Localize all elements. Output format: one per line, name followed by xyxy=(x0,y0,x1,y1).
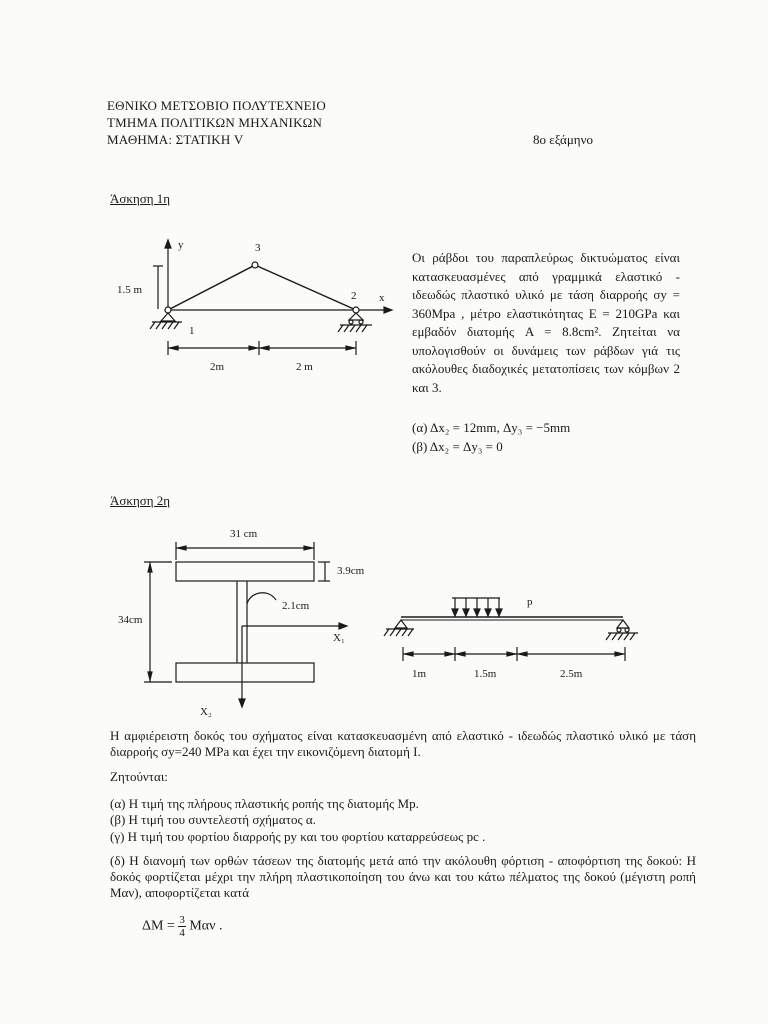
y-axis-label: y xyxy=(178,239,184,251)
ex1-modulus: E = 210GPa xyxy=(588,305,658,321)
axis-x1-label: X₁ xyxy=(333,632,345,644)
ex1-item-a: (α) Δx₂ = 12mm, Δy₃ = −5mm xyxy=(412,420,571,435)
formula-denominator: 4 xyxy=(179,927,185,939)
formula-rhs: Mαν . xyxy=(189,918,223,934)
ex2-item-c: (γ) Η τιμή του φορτίου διαρροής py και του φορτίου καταρρεύσεως pc . xyxy=(110,829,486,844)
beam-dim-2: 1.5m xyxy=(474,668,497,680)
formula-numerator: 3 xyxy=(179,914,185,926)
ex2-item-d: (δ) Η διανομή των ορθών τάσεων της διατομής μετά από την ακόλουθη φόρτιση - αποφόρτιση της δοκού: Η δοκός φορτίζεται μέχρι την πλήρη πλαστικοποίηση του άνω και του κάτω πέλματος της δοκού (μέγιστη ροπή Mαν), αποφορτίζεται κατά xyxy=(110,853,696,900)
ex1-text-p1: Οι ράβδοι του παραπλεύρως δικτυώματος είναι κατασκευασμένες από γραμμικά ελαστικό - ιδεωδώς πλαστικό υλικό με τάση διαρροής xyxy=(412,250,680,302)
truss-height-label: 1.5 m xyxy=(117,284,143,296)
span-right-label: 2 m xyxy=(296,361,313,373)
i-section-figure xyxy=(144,542,347,707)
ex2-item-a: (α) Η τιμή της πλήρους πλαστικής ροπής της διατομής Mp. xyxy=(110,796,419,811)
axis-x2-label: X₂ xyxy=(200,706,212,718)
ex1-item-b: (β) Δx₂ = Δy₃ = 0 xyxy=(412,439,503,454)
delta-m-formula xyxy=(142,914,222,939)
ex1-text-p1c: και εμβαδόν διατομής xyxy=(412,305,680,339)
x-axis-label: x xyxy=(379,292,385,304)
web-thickness-label: 2.1cm xyxy=(282,600,310,612)
exercise1-title: Άσκηση 1η xyxy=(110,191,171,206)
formula-lhs: ΔM = xyxy=(142,918,175,934)
exercise2-intro: Η αμφιέρειστη δοκός του σχήματος είναι κατασκευασμένη από ελαστικό - ιδεωδώς πλαστικό υλικό με τάση διαρροής σy=240 MPa και έχει την εικονιζόμενη διατομή Ι. xyxy=(110,728,696,759)
department-name: ΤΜΗΜΑ ΠΟΛΙΤΙΚΩΝ ΜΗΧΑΝΙΚΩΝ xyxy=(107,115,323,130)
formula-fraction xyxy=(178,914,186,939)
ex1-text-p1b: μέτρο ελαστικότητας xyxy=(470,305,583,321)
exercise2-title: Άσκηση 2η xyxy=(110,493,171,508)
semester-label: 8ο εξάμηνο xyxy=(533,132,593,147)
node1-label: 1 xyxy=(189,325,195,337)
beam-dim-1: 1m xyxy=(412,668,427,680)
beam-dim-3: 2.5m xyxy=(560,668,583,680)
section-width-label: 31 cm xyxy=(230,528,258,540)
institution-name: ΕΘΝΙΚΟ ΜΕΤΣΟΒΙΟ ΠΟΛΥΤΕΧΝΕΙΟ xyxy=(107,98,326,113)
section-height-label: 34cm xyxy=(118,614,143,626)
ex1-text-p2: Ζητείται να υπολογισθούν οι δυνάμεις των ράβδων γιά τις ακόλουθες διαδοχικές μετατοπίσεις των κόμβων 2 και 3. xyxy=(412,324,680,395)
ex1-area: A = 8.8cm². xyxy=(524,324,602,339)
node2-label: 2 xyxy=(351,290,357,302)
exercise2-asked: Ζητούνται: xyxy=(110,769,168,784)
ex1-sigma-y: σy = 360Mpa , xyxy=(412,287,680,321)
node3-label: 3 xyxy=(255,242,261,254)
beam-figure xyxy=(384,598,638,661)
flange-thickness-label: 3.9cm xyxy=(337,565,365,577)
load-label: p xyxy=(527,596,533,608)
span-left-label: 2m xyxy=(210,361,225,373)
course-name: ΜΑΘΗΜΑ: ΣΤΑΤΙΚΗ V xyxy=(107,132,244,147)
exercise1-description xyxy=(412,249,680,397)
ex2-item-b: (β) Η τιμή του συντελεστή σχήματος α. xyxy=(110,812,316,827)
